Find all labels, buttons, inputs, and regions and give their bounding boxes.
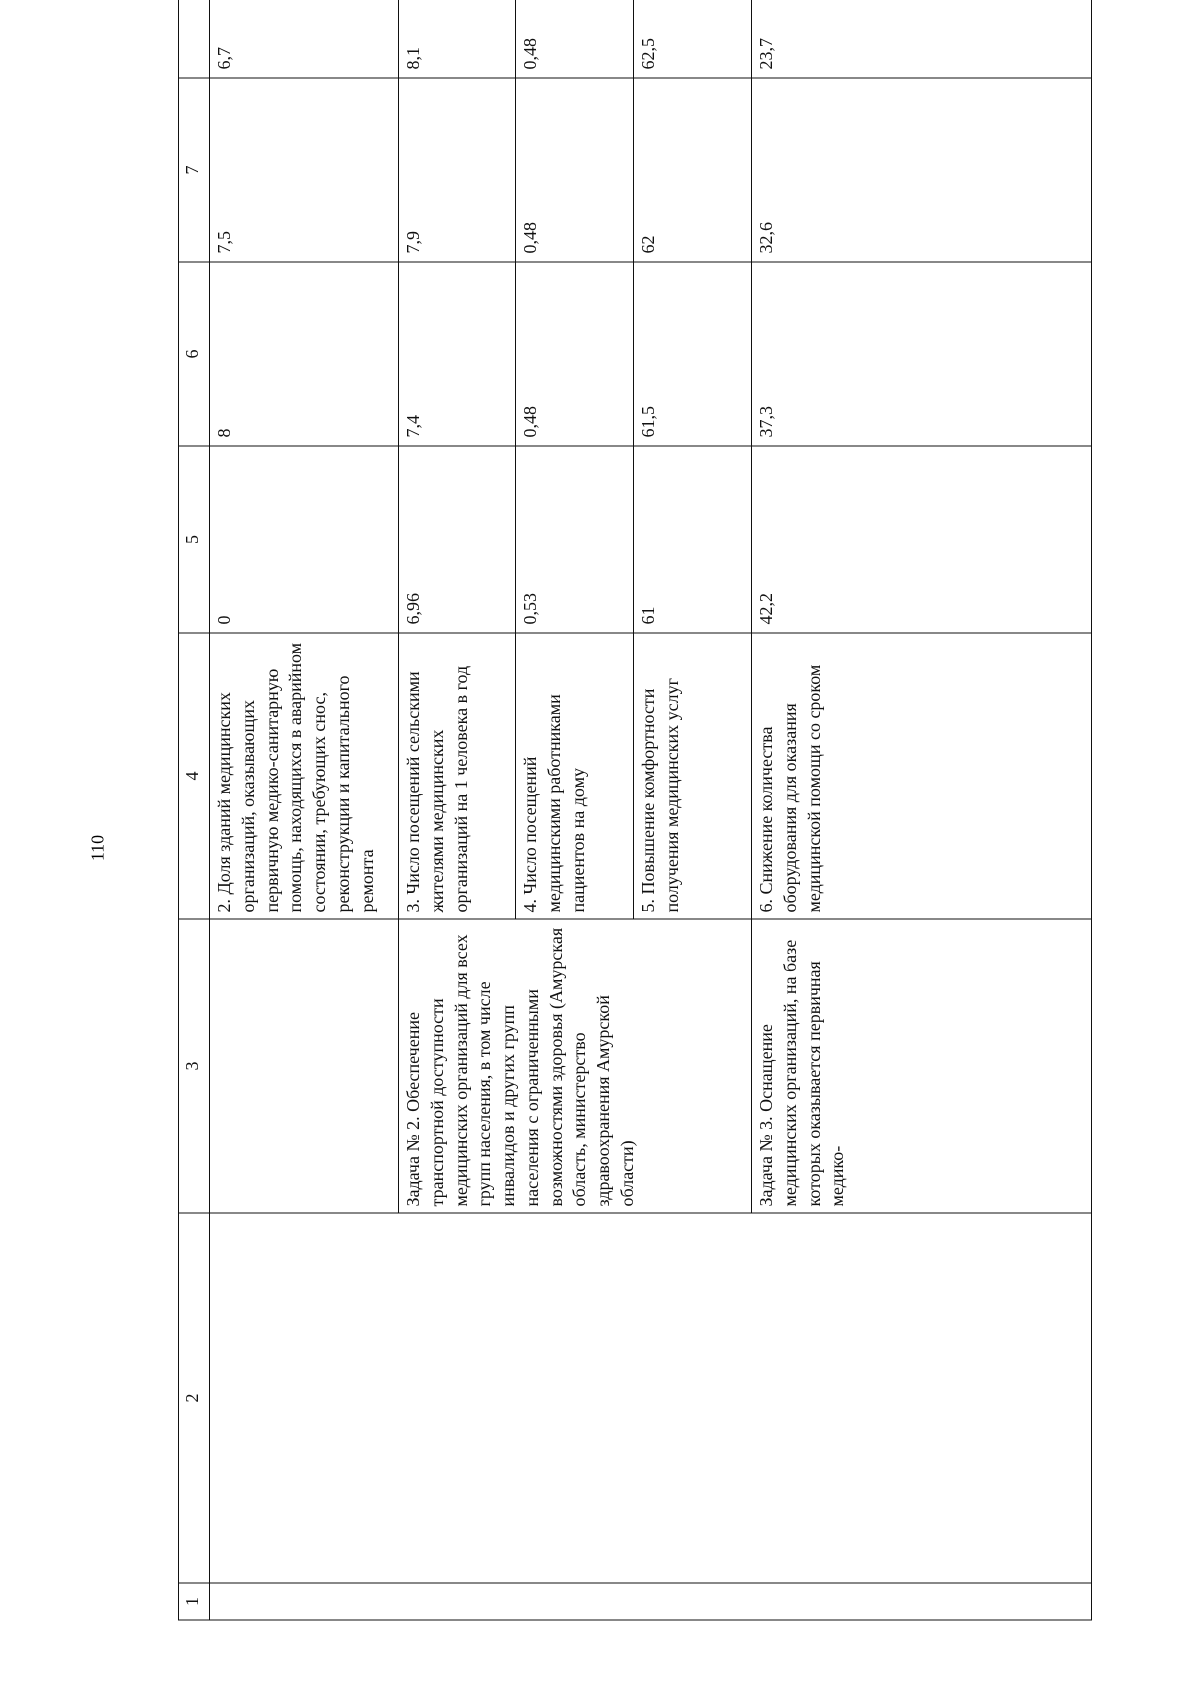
header-cell-3: 3 xyxy=(179,919,210,1213)
indicators-table xyxy=(178,0,1092,1620)
value-cell: 61 xyxy=(634,446,752,633)
rotated-table-container xyxy=(178,37,1092,1620)
indicator-cell: 4. Число посещений медицинскими работниками пациентов на дому xyxy=(516,633,634,919)
header-cell-6: 6 xyxy=(179,262,210,446)
task-cell: Задача № 3. Оснащение медицинских организаций, на базе которых оказывается первичная медико- xyxy=(752,919,1092,1213)
value-cell: 42,2 xyxy=(752,446,1092,633)
col2-cell xyxy=(210,1213,1092,1583)
value-cell: 0,48 xyxy=(516,78,634,262)
value-cell: 32,6 xyxy=(752,78,1092,262)
header-cell-2: 2 xyxy=(179,1213,210,1583)
header-cell-7: 7 xyxy=(179,78,210,262)
value-cell: 8,1 xyxy=(399,0,516,78)
header-cell-4: 4 xyxy=(179,633,210,919)
indicator-cell: 3. Число посещений сельскими жителями медицинских организаций на 1 человека в год xyxy=(399,633,516,919)
value-cell: 7,4 xyxy=(399,262,516,446)
value-cell: 62 xyxy=(634,78,752,262)
value-cell: 8 xyxy=(210,262,399,446)
value-cell: 23,7 xyxy=(752,0,1092,78)
value-cell: 62,5 xyxy=(634,0,752,78)
header-cell-5: 5 xyxy=(179,446,210,633)
task-cell: Задача № 2. Обеспечение транспортной доступности медицинских организаций для всех групп населения, в том числе инвалидов и других групп населения с ограниченными возможностями здоровья (Амурская область, министерство здравоохранения Амурской области) xyxy=(399,919,752,1213)
value-cell: 0,53 xyxy=(516,446,634,633)
value-cell: 6,7 xyxy=(210,0,399,78)
header-row xyxy=(179,0,210,1620)
task-cell xyxy=(210,919,399,1213)
value-cell: 7,5 xyxy=(210,78,399,262)
value-cell: 7,9 xyxy=(399,78,516,262)
value-cell: 61,5 xyxy=(634,262,752,446)
value-cell: 0,48 xyxy=(516,0,634,78)
value-cell: 6,96 xyxy=(399,446,516,633)
value-cell: 0 xyxy=(210,446,399,633)
indicator-cell: 2. Доля зданий медицинских организаций, оказывающих первичную медико-санитарную помощь, находящихся в аварийном состоянии, требующих снос, реконструкции и капитального ремонта xyxy=(210,633,399,919)
header-cell-8 xyxy=(179,0,210,78)
col1-cell xyxy=(210,1583,1092,1620)
page-number: 110 xyxy=(87,834,108,862)
header-cell-1: 1 xyxy=(179,1583,210,1620)
table-row xyxy=(210,0,399,1620)
value-cell: 37,3 xyxy=(752,262,1092,446)
table-wrapper xyxy=(178,37,1092,1620)
value-cell: 0,48 xyxy=(516,262,634,446)
indicator-cell: 5. Повышение комфортности получения медицинских услуг xyxy=(634,633,752,919)
indicator-cell: 6. Снижение количества оборудования для оказания медицинской помощи со сроком xyxy=(752,633,1092,919)
